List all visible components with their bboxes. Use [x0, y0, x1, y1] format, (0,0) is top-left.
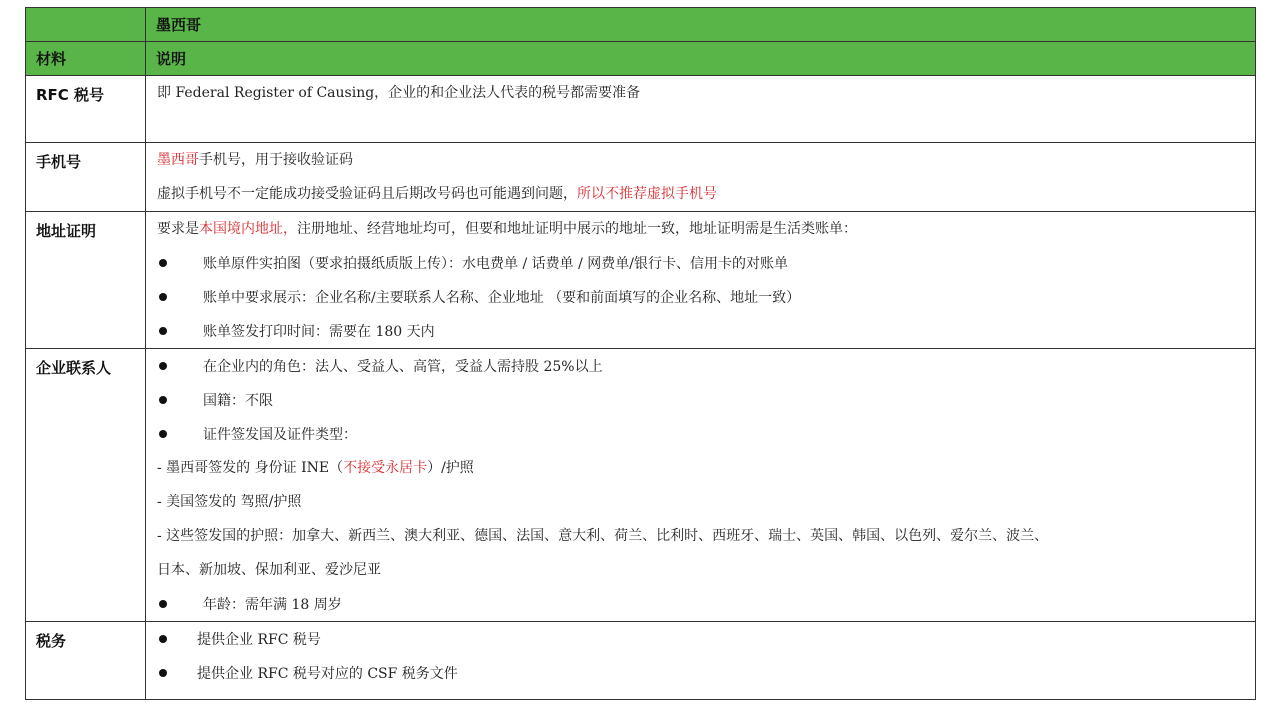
bullet-dot-icon	[159, 430, 167, 438]
address-bullet-text: 账单签发打印时间：需要在 180 天内	[203, 324, 435, 340]
mexico-docs-a: - 墨西哥签发的 身份证 INE（	[157, 460, 344, 476]
mexico-docs-warning: 不接受永居卡	[343, 460, 428, 476]
row-content-contact	[146, 349, 1256, 622]
column-header-row	[26, 42, 1256, 76]
rfc-text: 即 Federal Register of Causing，企业的和企业法人代表的税号都需要准备	[157, 85, 641, 101]
tax-bullet-text: 提供企业 RFC 税号对应的 CSF 税务文件	[197, 666, 458, 682]
bullet-dot-icon	[159, 327, 167, 335]
list-item	[157, 314, 1245, 348]
address-intro-a: 要求是	[157, 221, 199, 237]
phone-line-1	[157, 143, 1245, 177]
contact-bullet-text: 国籍：不限	[203, 393, 273, 409]
table-row	[26, 349, 1256, 622]
contact-bullet-text: 在企业内的角色：法人、受益人、高管，受益人需持股 25%以上	[203, 359, 603, 375]
contact-us-docs: - 美国签发的 驾照/护照	[157, 494, 302, 510]
row-content-rfc	[146, 76, 1256, 143]
phone-line-2-text: 虚拟手机号不一定能成功接受验证码且后期改号码也可能遇到问题，	[157, 186, 577, 202]
table-row	[26, 622, 1256, 700]
row-content-phone	[146, 143, 1256, 212]
bullet-dot-icon	[159, 293, 167, 301]
tax-bullet-text: 提供企业 RFC 税号	[197, 632, 321, 648]
list-item	[157, 383, 1245, 417]
table-row	[26, 143, 1256, 212]
list-item	[157, 246, 1245, 280]
address-domestic-highlight: 本国境内地址，	[199, 221, 297, 237]
row-label-rfc: RFC 税号	[26, 76, 146, 143]
country-header-row	[26, 8, 1256, 42]
contact-age-text: 年龄：需年满 18 周岁	[203, 597, 342, 613]
contact-other-countries-2: 日本、新加坡、保加利亚、爱沙尼亚	[157, 562, 381, 578]
bullet-dot-icon	[159, 600, 167, 608]
bullet-dot-icon	[159, 669, 167, 677]
row-content-address	[146, 212, 1256, 349]
contact-mexico-docs	[157, 451, 1245, 485]
address-bullet-text: 账单中要求展示：企业名称/主要联系人名称、企业地址 （要和前面填写的企业名称、地址一致）	[203, 290, 801, 306]
phone-country-highlight: 墨西哥	[157, 152, 199, 168]
mexico-docs-b: ）/护照	[427, 460, 474, 476]
list-item	[157, 349, 1245, 383]
list-item	[157, 417, 1245, 451]
list-item	[157, 656, 1245, 690]
row-label-phone: 手机号	[26, 143, 146, 212]
list-item	[157, 280, 1245, 314]
list-item	[157, 622, 1245, 656]
phone-line-1-text: 手机号，用于接收验证码	[199, 152, 353, 168]
address-intro	[157, 212, 1245, 246]
address-intro-b: 注册地址、经营地址均可，但要和地址证明中展示的地址一致，地址证明需是生活类账单：	[297, 221, 857, 237]
list-item	[157, 587, 1245, 621]
bullet-dot-icon	[159, 259, 167, 267]
phone-line-2	[157, 177, 1245, 211]
bullet-dot-icon	[159, 362, 167, 370]
address-bullet-text: 账单原件实拍图（要求拍摄纸质版上传）：水电费单 / 话费单 / 网费单/银行卡、信用卡的对账单	[203, 256, 788, 272]
contact-bullet-text: 证件签发国及证件类型：	[203, 427, 357, 443]
column-header-description: 说明	[146, 42, 1256, 76]
table-row	[26, 212, 1256, 349]
bullet-dot-icon	[159, 635, 167, 643]
contact-other-countries-1: - 这些签发国的护照：加拿大、新西兰、澳大利亚、德国、法国、意大利、荷兰、比利时、西班牙、瑞士、英国、韩国、以色列、爱尔兰、波兰、	[157, 528, 1049, 544]
bullet-dot-icon	[159, 396, 167, 404]
header-empty-cell	[26, 8, 146, 42]
row-label-tax: 税务	[26, 622, 146, 700]
row-label-contact: 企业联系人	[26, 349, 146, 622]
requirements-table	[25, 7, 1256, 700]
phone-warning-highlight: 所以不推荐虚拟手机号	[577, 186, 717, 202]
country-title: 墨西哥	[146, 8, 1256, 42]
column-header-material: 材料	[26, 42, 146, 76]
row-label-address: 地址证明	[26, 212, 146, 349]
table-row	[26, 76, 1256, 143]
row-content-tax	[146, 622, 1256, 700]
